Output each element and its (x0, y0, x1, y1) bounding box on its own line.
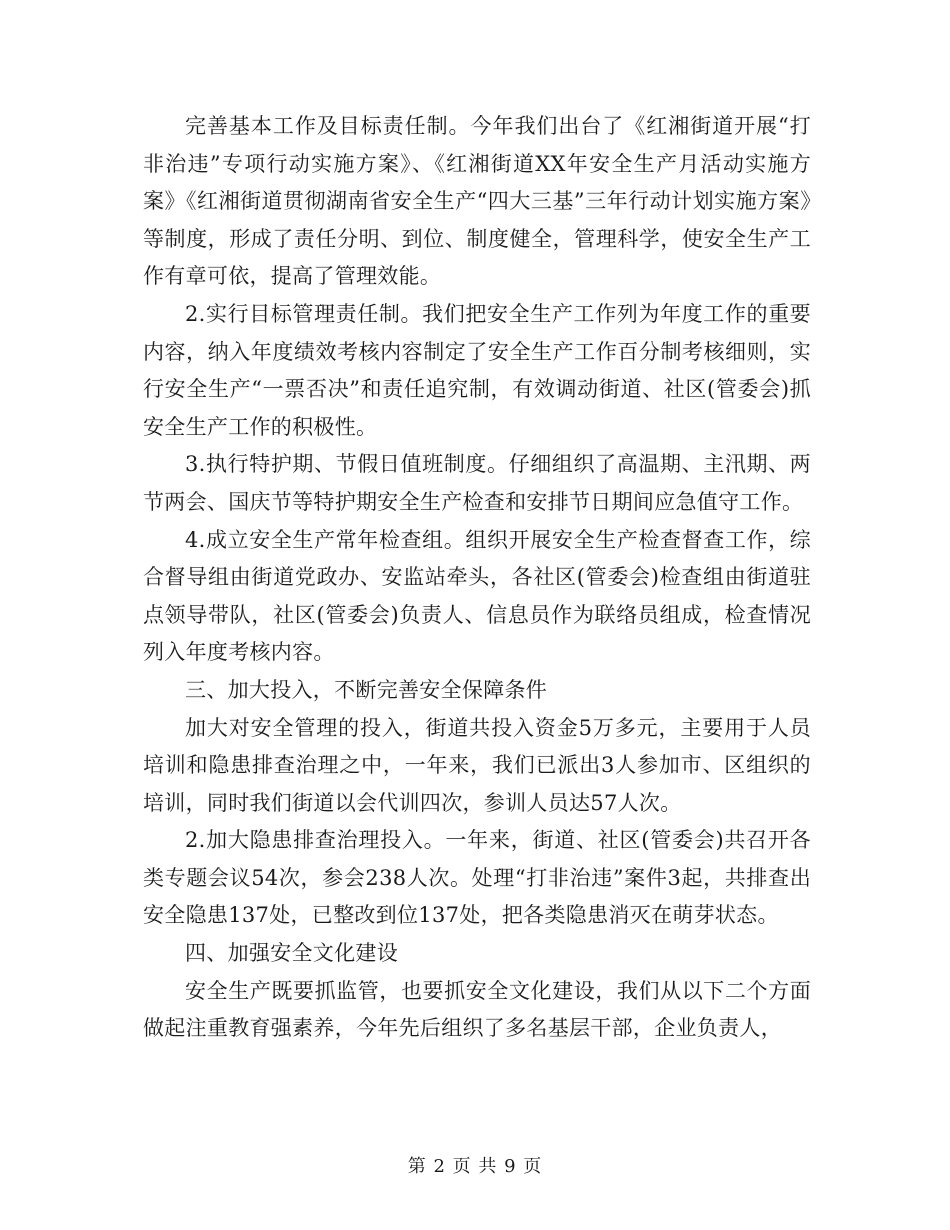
page-number: 第 2 页 共 9 页 (407, 1156, 543, 1177)
paragraph-item-3-duty-system: 3.执行特护期、节假日值班制度。仔细组织了高温期、主汛期、两节两会、国庆节等特护期安全生产检查和安排节日期间应急值守工作。 (143, 452, 811, 514)
paragraph-item-2-target-management: 2.实行目标管理责任制。我们把安全生产工作列为年度工作的重要内容，纳入年度绩效考核内容制定了安全生产工作百分制考核细则，实行安全生产“一票否决”和责任追究制，有效调动街道、社区(管委会)抓安全生产工作的积极性。 (143, 301, 811, 439)
paragraph-investment: 加大对安全管理的投入，街道共投入资金5万多元，主要用于人员培训和隐患排查治理之中，一年来，我们已派出3人参加市、区组织的培训，同时我们街道以会代训四次，参训人员达57人次。 (143, 715, 811, 815)
document-body (143, 108, 811, 1048)
section-heading-investment: 三、加大投入，不断完善安全保障条件 (185, 677, 548, 702)
paragraph-target-responsibility: 完善基本工作及目标责任制。今年我们出台了《红湘街道开展“打非治违”专项行动实施方案》、《红湘街道XX年安全生产月活动实施方案》《红湘街道贯彻湖南省安全生产“四大三基”三年行动计划实施方案》等制度，形成了责任分明、到位、制度健全，管理科学，使安全生产工作有章可依，提高了管理效能。 (143, 114, 811, 289)
section-heading-safety-culture: 四、加强安全文化建设 (185, 941, 398, 966)
paragraph-safety-culture: 安全生产既要抓监管，也要抓安全文化建设，我们从以下二个方面做起注重教育强素养，今年先后组织了多名基层干部，企业负责人， (143, 978, 811, 1041)
paragraph-item-2-hazard-investigation: 2.加大隐患排查治理投入。一年来，街道、社区(管委会)共召开各类专题会议54次，参会238人次。处理“打非治违”案件3起，共排查出安全隐患137处，已整改到位137处，把各类隐患消灭在萌芽状态。 (143, 828, 811, 928)
page-footer (0, 1152, 950, 1178)
paragraph-item-4-inspection-group: 4.成立安全生产常年检查组。组织开展安全生产检查督查工作，综合督导组由街道党政办、安监站牵头，各社区(管委会)检查组由街道驻点领导带队，社区(管委会)负责人、信息员作为联络员组成，检查情况列入年度考核内容。 (143, 527, 811, 665)
